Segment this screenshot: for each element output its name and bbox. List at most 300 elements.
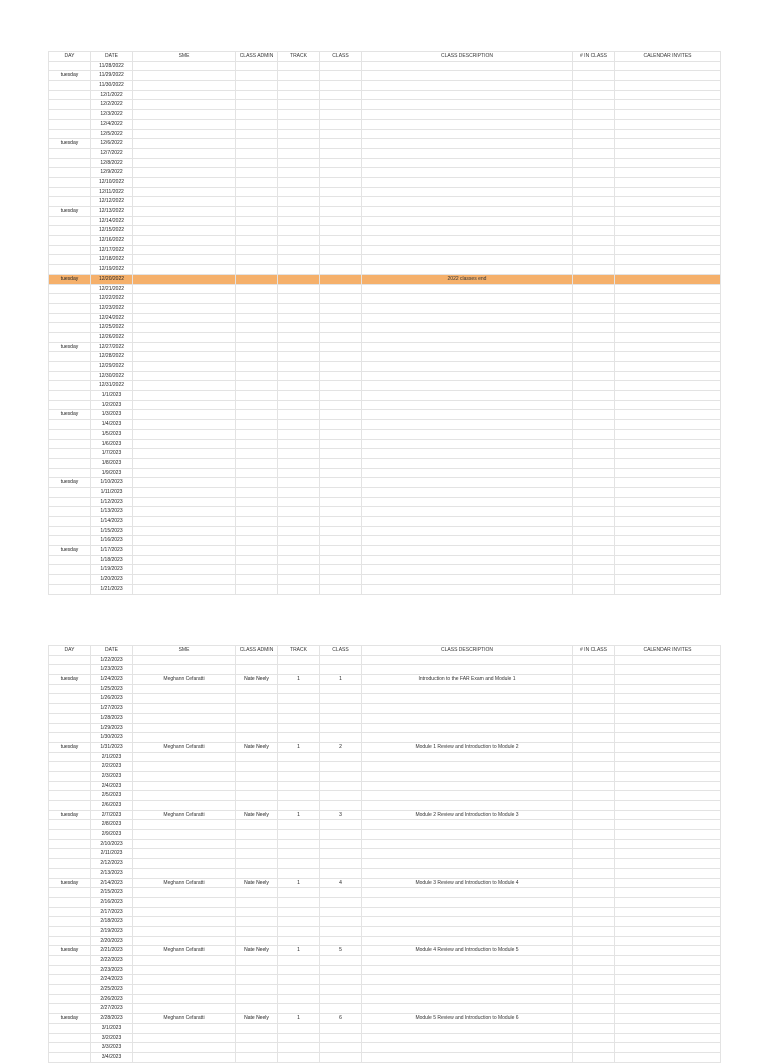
class-cell[interactable] [320, 713, 362, 723]
num-in-class-cell[interactable] [573, 449, 615, 459]
num-in-class-cell[interactable] [573, 704, 615, 714]
calendar-invites-cell[interactable] [615, 1033, 721, 1043]
date-cell[interactable]: 1/15/2023 [91, 526, 133, 536]
sme-cell[interactable] [133, 713, 236, 723]
calendar-invites-cell[interactable] [615, 197, 721, 207]
calendar-invites-cell[interactable] [615, 575, 721, 585]
sme-cell[interactable] [133, 868, 236, 878]
track-cell[interactable] [278, 1004, 320, 1014]
class-admin-cell[interactable] [236, 119, 278, 129]
day-cell[interactable] [49, 119, 91, 129]
date-cell[interactable]: 12/30/2022 [91, 371, 133, 381]
class-cell[interactable] [320, 839, 362, 849]
sme-cell[interactable] [133, 575, 236, 585]
class-admin-cell[interactable] [236, 507, 278, 517]
track-cell[interactable] [278, 468, 320, 478]
sme-cell[interactable] [133, 791, 236, 801]
calendar-invites-cell[interactable] [615, 449, 721, 459]
date-cell[interactable]: 12/4/2022 [91, 119, 133, 129]
day-cell[interactable] [49, 313, 91, 323]
date-cell[interactable]: 2/2/2023 [91, 762, 133, 772]
class-admin-cell[interactable] [236, 458, 278, 468]
class-admin-cell[interactable] [236, 888, 278, 898]
sme-cell[interactable] [133, 119, 236, 129]
class-cell[interactable] [320, 723, 362, 733]
day-cell[interactable]: tuesday [49, 207, 91, 217]
day-cell[interactable] [49, 859, 91, 869]
day-cell[interactable]: tuesday [49, 478, 91, 488]
sme-cell[interactable] [133, 313, 236, 323]
num-in-class-cell[interactable] [573, 255, 615, 265]
num-in-class-cell[interactable] [573, 487, 615, 497]
class-admin-cell[interactable] [236, 236, 278, 246]
description-cell[interactable]: Module 4 Review and Introduction to Module 5 [362, 946, 573, 956]
num-in-class-cell[interactable] [573, 665, 615, 675]
sme-cell[interactable] [133, 274, 236, 284]
class-admin-cell[interactable] [236, 1052, 278, 1062]
sme-cell[interactable] [133, 781, 236, 791]
class-admin-cell[interactable] [236, 313, 278, 323]
sme-cell[interactable] [133, 771, 236, 781]
date-cell[interactable]: 12/26/2022 [91, 332, 133, 342]
class-admin-cell[interactable] [236, 90, 278, 100]
class-cell[interactable] [320, 526, 362, 536]
date-cell[interactable]: 1/8/2023 [91, 458, 133, 468]
date-cell[interactable]: 2/21/2023 [91, 946, 133, 956]
num-in-class-cell[interactable] [573, 1004, 615, 1014]
day-cell[interactable] [49, 655, 91, 665]
class-cell[interactable] [320, 926, 362, 936]
day-cell[interactable] [49, 187, 91, 197]
date-cell[interactable]: 2/22/2023 [91, 956, 133, 966]
class-admin-cell[interactable] [236, 245, 278, 255]
num-in-class-cell[interactable] [573, 936, 615, 946]
sme-cell[interactable] [133, 439, 236, 449]
class-admin-cell[interactable] [236, 352, 278, 362]
date-cell[interactable]: 1/20/2023 [91, 575, 133, 585]
sme-cell[interactable] [133, 478, 236, 488]
track-cell[interactable] [278, 723, 320, 733]
num-in-class-cell[interactable] [573, 733, 615, 743]
num-in-class-cell[interactable] [573, 274, 615, 284]
track-cell[interactable] [278, 791, 320, 801]
sme-cell[interactable]: Meghann Cefaratti [133, 1014, 236, 1024]
class-cell[interactable] [320, 684, 362, 694]
day-cell[interactable] [49, 100, 91, 110]
day-cell[interactable] [49, 762, 91, 772]
track-cell[interactable] [278, 801, 320, 811]
num-in-class-cell[interactable] [573, 458, 615, 468]
sme-cell[interactable] [133, 546, 236, 556]
day-cell[interactable] [49, 352, 91, 362]
num-in-class-cell[interactable] [573, 226, 615, 236]
num-in-class-cell[interactable] [573, 197, 615, 207]
description-cell[interactable] [362, 771, 573, 781]
sme-cell[interactable] [133, 187, 236, 197]
track-cell[interactable] [278, 352, 320, 362]
date-cell[interactable]: 2/4/2023 [91, 781, 133, 791]
description-cell[interactable] [362, 791, 573, 801]
track-cell[interactable] [278, 584, 320, 594]
class-cell[interactable] [320, 936, 362, 946]
date-cell[interactable]: 1/5/2023 [91, 429, 133, 439]
track-cell[interactable] [278, 255, 320, 265]
day-cell[interactable] [49, 507, 91, 517]
class-cell[interactable] [320, 71, 362, 81]
description-cell[interactable] [362, 197, 573, 207]
class-cell[interactable] [320, 449, 362, 459]
sme-cell[interactable] [133, 410, 236, 420]
class-admin-cell[interactable] [236, 478, 278, 488]
sme-cell[interactable] [133, 1023, 236, 1033]
class-cell[interactable] [320, 897, 362, 907]
date-cell[interactable]: 12/22/2022 [91, 294, 133, 304]
description-cell[interactable] [362, 187, 573, 197]
class-admin-cell[interactable] [236, 694, 278, 704]
description-cell[interactable] [362, 294, 573, 304]
track-cell[interactable] [278, 965, 320, 975]
day-cell[interactable] [49, 391, 91, 401]
class-cell[interactable] [320, 236, 362, 246]
day-cell[interactable] [49, 684, 91, 694]
day-cell[interactable] [49, 830, 91, 840]
day-cell[interactable] [49, 565, 91, 575]
num-in-class-cell[interactable] [573, 71, 615, 81]
sme-cell[interactable] [133, 926, 236, 936]
sme-cell[interactable] [133, 1052, 236, 1062]
description-cell[interactable] [362, 801, 573, 811]
class-cell[interactable] [320, 917, 362, 927]
class-cell[interactable] [320, 362, 362, 372]
class-admin-cell[interactable] [236, 565, 278, 575]
date-cell[interactable]: 12/28/2022 [91, 352, 133, 362]
class-admin-cell[interactable] [236, 665, 278, 675]
class-admin-cell[interactable] [236, 148, 278, 158]
calendar-invites-cell[interactable] [615, 139, 721, 149]
description-cell[interactable] [362, 216, 573, 226]
sme-cell[interactable] [133, 158, 236, 168]
class-cell[interactable]: 2 [320, 742, 362, 752]
sme-cell[interactable]: Meghann Cefaratti [133, 810, 236, 820]
sme-cell[interactable] [133, 555, 236, 565]
class-admin-cell[interactable]: Nate Neely [236, 946, 278, 956]
num-in-class-cell[interactable] [573, 946, 615, 956]
num-in-class-cell[interactable] [573, 187, 615, 197]
sme-cell[interactable] [133, 584, 236, 594]
calendar-invites-cell[interactable] [615, 975, 721, 985]
sme-cell[interactable] [133, 956, 236, 966]
date-cell[interactable]: 2/20/2023 [91, 936, 133, 946]
day-cell[interactable]: tuesday [49, 675, 91, 685]
num-in-class-cell[interactable] [573, 926, 615, 936]
class-cell[interactable] [320, 458, 362, 468]
class-cell[interactable] [320, 187, 362, 197]
calendar-invites-cell[interactable] [615, 71, 721, 81]
description-cell[interactable]: Module 3 Review and Introduction to Module 4 [362, 878, 573, 888]
class-admin-cell[interactable] [236, 429, 278, 439]
date-cell[interactable]: 1/6/2023 [91, 439, 133, 449]
day-cell[interactable] [49, 439, 91, 449]
class-cell[interactable] [320, 694, 362, 704]
class-cell[interactable] [320, 100, 362, 110]
num-in-class-cell[interactable] [573, 148, 615, 158]
day-cell[interactable] [49, 61, 91, 71]
date-cell[interactable]: 2/7/2023 [91, 810, 133, 820]
calendar-invites-cell[interactable] [615, 704, 721, 714]
date-cell[interactable]: 12/16/2022 [91, 236, 133, 246]
day-cell[interactable] [49, 449, 91, 459]
sme-cell[interactable] [133, 507, 236, 517]
calendar-invites-cell[interactable] [615, 100, 721, 110]
description-cell[interactable] [362, 100, 573, 110]
class-admin-cell[interactable] [236, 752, 278, 762]
track-cell[interactable] [278, 781, 320, 791]
num-in-class-cell[interactable] [573, 907, 615, 917]
calendar-invites-cell[interactable] [615, 274, 721, 284]
date-cell[interactable]: 1/10/2023 [91, 478, 133, 488]
track-cell[interactable] [278, 713, 320, 723]
class-admin-cell[interactable] [236, 830, 278, 840]
class-cell[interactable] [320, 584, 362, 594]
description-cell[interactable] [362, 565, 573, 575]
calendar-invites-cell[interactable] [615, 994, 721, 1004]
sme-cell[interactable] [133, 655, 236, 665]
date-cell[interactable]: 12/23/2022 [91, 303, 133, 313]
class-cell[interactable] [320, 255, 362, 265]
date-cell[interactable]: 2/19/2023 [91, 926, 133, 936]
day-cell[interactable] [49, 820, 91, 830]
description-cell[interactable] [362, 284, 573, 294]
track-cell[interactable] [278, 820, 320, 830]
sme-cell[interactable] [133, 458, 236, 468]
class-admin-cell[interactable] [236, 342, 278, 352]
date-cell[interactable]: 2/8/2023 [91, 820, 133, 830]
calendar-invites-cell[interactable] [615, 723, 721, 733]
num-in-class-cell[interactable] [573, 752, 615, 762]
num-in-class-cell[interactable] [573, 994, 615, 1004]
description-cell[interactable] [362, 820, 573, 830]
calendar-invites-cell[interactable] [615, 1014, 721, 1024]
day-cell[interactable] [49, 245, 91, 255]
day-cell[interactable] [49, 897, 91, 907]
description-cell[interactable] [362, 704, 573, 714]
class-cell[interactable] [320, 439, 362, 449]
day-cell[interactable] [49, 704, 91, 714]
sme-cell[interactable] [133, 61, 236, 71]
num-in-class-cell[interactable] [573, 303, 615, 313]
track-cell[interactable] [278, 926, 320, 936]
date-cell[interactable]: 12/18/2022 [91, 255, 133, 265]
num-in-class-cell[interactable] [573, 956, 615, 966]
class-admin-cell[interactable] [236, 859, 278, 869]
num-in-class-cell[interactable] [573, 1052, 615, 1062]
num-in-class-cell[interactable] [573, 584, 615, 594]
class-admin-cell[interactable] [236, 487, 278, 497]
class-cell[interactable] [320, 575, 362, 585]
track-cell[interactable] [278, 704, 320, 714]
description-cell[interactable] [362, 342, 573, 352]
class-admin-cell[interactable] [236, 1033, 278, 1043]
sme-cell[interactable]: Meghann Cefaratti [133, 742, 236, 752]
description-cell[interactable] [362, 859, 573, 869]
description-cell[interactable] [362, 207, 573, 217]
num-in-class-cell[interactable] [573, 781, 615, 791]
calendar-invites-cell[interactable] [615, 713, 721, 723]
num-in-class-cell[interactable] [573, 90, 615, 100]
description-cell[interactable] [362, 497, 573, 507]
calendar-invites-cell[interactable] [615, 936, 721, 946]
day-cell[interactable] [49, 236, 91, 246]
track-cell[interactable] [278, 284, 320, 294]
class-admin-cell[interactable] [236, 439, 278, 449]
date-cell[interactable]: 12/25/2022 [91, 323, 133, 333]
date-cell[interactable]: 1/25/2023 [91, 684, 133, 694]
class-admin-cell[interactable] [236, 985, 278, 995]
calendar-invites-cell[interactable] [615, 381, 721, 391]
num-in-class-cell[interactable] [573, 675, 615, 685]
num-in-class-cell[interactable] [573, 100, 615, 110]
calendar-invites-cell[interactable] [615, 742, 721, 752]
date-cell[interactable]: 2/15/2023 [91, 888, 133, 898]
class-cell[interactable] [320, 704, 362, 714]
day-cell[interactable] [49, 1043, 91, 1053]
calendar-invites-cell[interactable] [615, 791, 721, 801]
date-cell[interactable]: 1/29/2023 [91, 723, 133, 733]
track-cell[interactable] [278, 859, 320, 869]
track-cell[interactable] [278, 71, 320, 81]
class-admin-cell[interactable] [236, 362, 278, 372]
sme-cell[interactable] [133, 362, 236, 372]
calendar-invites-cell[interactable] [615, 888, 721, 898]
description-cell[interactable] [362, 381, 573, 391]
day-cell[interactable] [49, 694, 91, 704]
track-cell[interactable] [278, 1052, 320, 1062]
sme-cell[interactable] [133, 985, 236, 995]
track-cell[interactable] [278, 1043, 320, 1053]
class-admin-cell[interactable] [236, 1004, 278, 1014]
class-admin-cell[interactable] [236, 187, 278, 197]
calendar-invites-cell[interactable] [615, 694, 721, 704]
track-cell[interactable] [278, 197, 320, 207]
calendar-invites-cell[interactable] [615, 781, 721, 791]
num-in-class-cell[interactable] [573, 352, 615, 362]
class-admin-cell[interactable] [236, 536, 278, 546]
day-cell[interactable] [49, 1004, 91, 1014]
day-cell[interactable] [49, 400, 91, 410]
day-cell[interactable] [49, 926, 91, 936]
day-cell[interactable] [49, 965, 91, 975]
track-cell[interactable]: 1 [278, 675, 320, 685]
track-cell[interactable] [278, 478, 320, 488]
calendar-invites-cell[interactable] [615, 985, 721, 995]
date-cell[interactable]: 2/9/2023 [91, 830, 133, 840]
class-admin-cell[interactable] [236, 284, 278, 294]
class-admin-cell[interactable] [236, 158, 278, 168]
calendar-invites-cell[interactable] [615, 684, 721, 694]
class-admin-cell[interactable] [236, 791, 278, 801]
day-cell[interactable] [49, 781, 91, 791]
class-cell[interactable] [320, 975, 362, 985]
description-cell[interactable] [362, 371, 573, 381]
class-cell[interactable]: 1 [320, 675, 362, 685]
class-admin-cell[interactable] [236, 400, 278, 410]
class-admin-cell[interactable] [236, 801, 278, 811]
date-cell[interactable]: 2/1/2023 [91, 752, 133, 762]
day-cell[interactable] [49, 255, 91, 265]
sme-cell[interactable] [133, 723, 236, 733]
sme-cell[interactable] [133, 449, 236, 459]
sme-cell[interactable] [133, 177, 236, 187]
class-cell[interactable] [320, 820, 362, 830]
description-cell[interactable] [362, 255, 573, 265]
calendar-invites-cell[interactable] [615, 129, 721, 139]
track-cell[interactable] [278, 684, 320, 694]
class-admin-cell[interactable] [236, 526, 278, 536]
date-cell[interactable]: 2/18/2023 [91, 917, 133, 927]
num-in-class-cell[interactable] [573, 546, 615, 556]
day-cell[interactable]: tuesday [49, 71, 91, 81]
num-in-class-cell[interactable] [573, 655, 615, 665]
calendar-invites-cell[interactable] [615, 468, 721, 478]
date-cell[interactable]: 1/18/2023 [91, 555, 133, 565]
sme-cell[interactable] [133, 1033, 236, 1043]
date-cell[interactable]: 11/28/2022 [91, 61, 133, 71]
sme-cell[interactable] [133, 284, 236, 294]
description-cell[interactable] [362, 655, 573, 665]
description-cell[interactable] [362, 985, 573, 995]
class-cell[interactable] [320, 771, 362, 781]
num-in-class-cell[interactable] [573, 313, 615, 323]
date-cell[interactable]: 1/7/2023 [91, 449, 133, 459]
calendar-invites-cell[interactable] [615, 497, 721, 507]
class-cell[interactable] [320, 274, 362, 284]
class-cell[interactable] [320, 994, 362, 1004]
description-cell[interactable] [362, 517, 573, 527]
track-cell[interactable]: 1 [278, 878, 320, 888]
class-admin-cell[interactable] [236, 81, 278, 91]
sme-cell[interactable] [133, 665, 236, 675]
description-cell[interactable] [362, 81, 573, 91]
day-cell[interactable] [49, 158, 91, 168]
date-cell[interactable]: 1/4/2023 [91, 420, 133, 430]
description-cell[interactable] [362, 762, 573, 772]
class-admin-cell[interactable]: Nate Neely [236, 742, 278, 752]
class-cell[interactable] [320, 801, 362, 811]
num-in-class-cell[interactable] [573, 207, 615, 217]
class-cell[interactable] [320, 956, 362, 966]
class-cell[interactable] [320, 391, 362, 401]
class-cell[interactable] [320, 791, 362, 801]
track-cell[interactable] [278, 371, 320, 381]
class-admin-cell[interactable] [236, 965, 278, 975]
num-in-class-cell[interactable] [573, 965, 615, 975]
description-cell[interactable] [362, 507, 573, 517]
class-admin-cell[interactable] [236, 575, 278, 585]
description-cell[interactable] [362, 994, 573, 1004]
num-in-class-cell[interactable] [573, 265, 615, 275]
description-cell[interactable] [362, 907, 573, 917]
sme-cell[interactable] [133, 303, 236, 313]
num-in-class-cell[interactable] [573, 839, 615, 849]
date-cell[interactable]: 2/5/2023 [91, 791, 133, 801]
track-cell[interactable] [278, 110, 320, 120]
num-in-class-cell[interactable] [573, 177, 615, 187]
class-admin-cell[interactable] [236, 303, 278, 313]
calendar-invites-cell[interactable] [615, 1004, 721, 1014]
class-admin-cell[interactable] [236, 994, 278, 1004]
day-cell[interactable]: tuesday [49, 742, 91, 752]
day-cell[interactable] [49, 90, 91, 100]
